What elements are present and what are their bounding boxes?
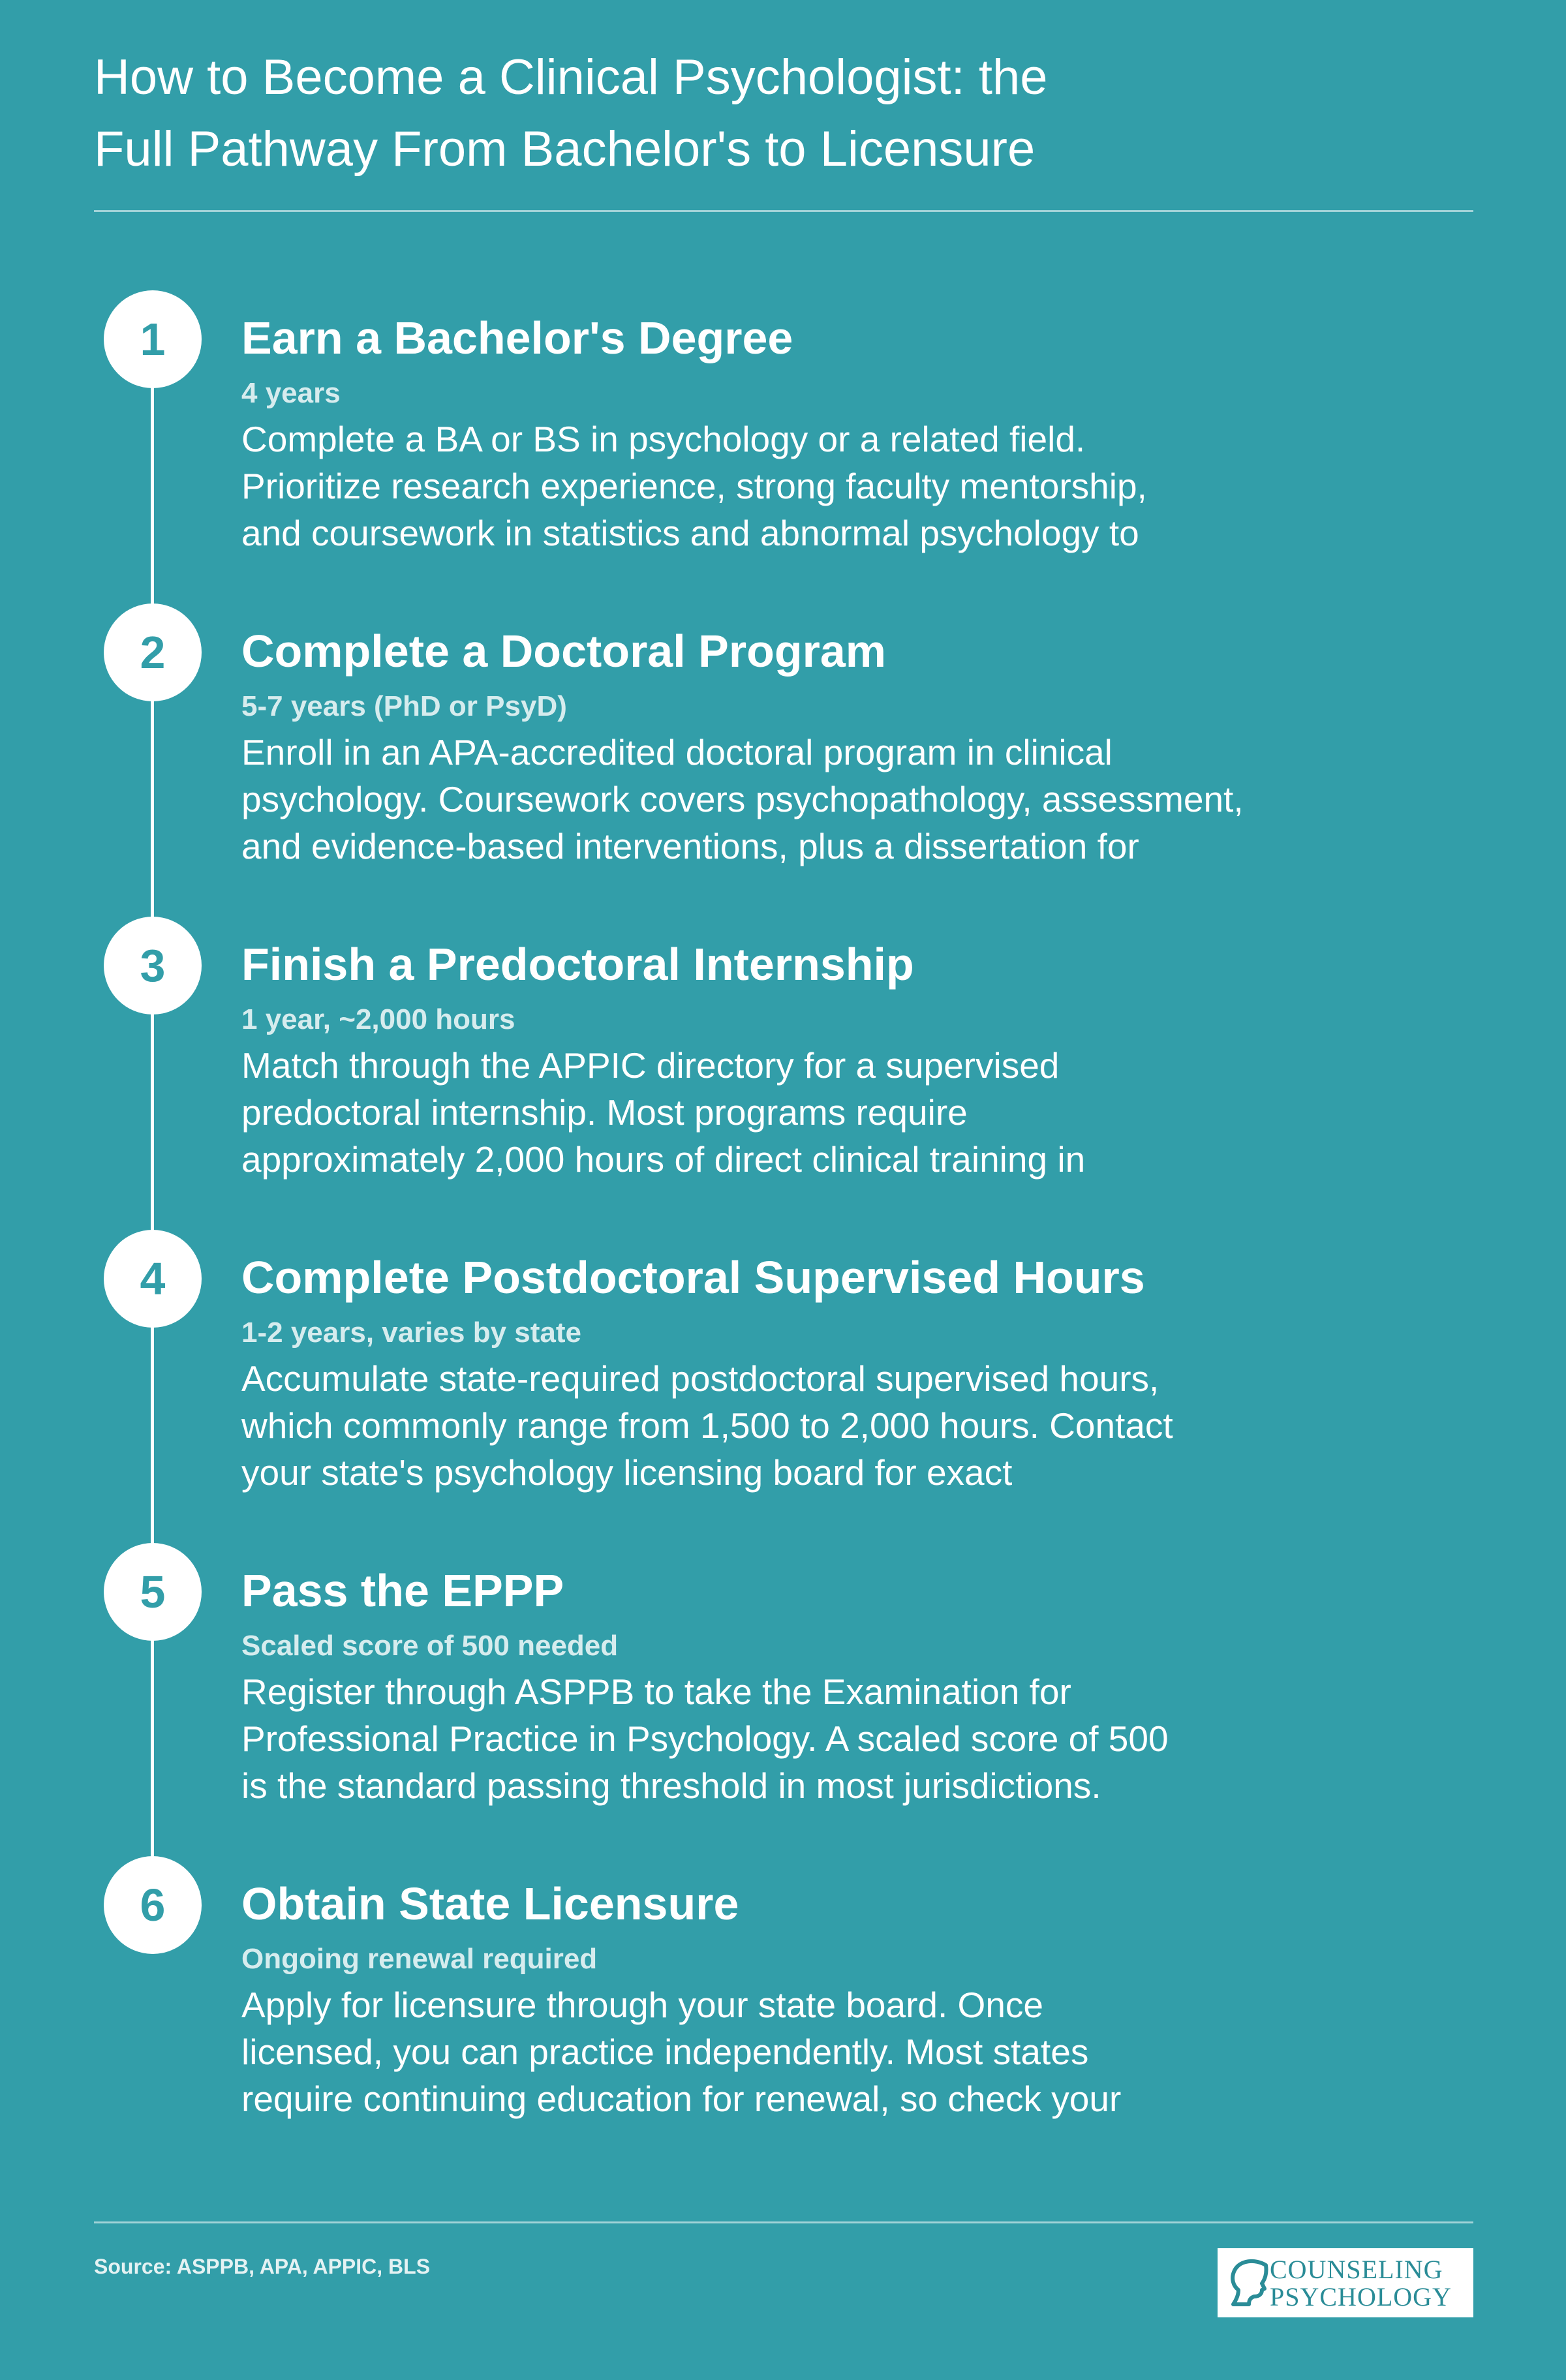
step-description bbox=[241, 729, 1298, 870]
step-duration: 1 year, ~2,000 hours bbox=[241, 1003, 515, 1035]
step-number-badge: 1 bbox=[104, 290, 202, 388]
step-description-line: predoctoral internship. Most programs require bbox=[241, 1092, 968, 1133]
step-description-line: Register through ASPPB to take the Examination for bbox=[241, 1671, 1071, 1712]
step-duration: 1-2 years, varies by state bbox=[241, 1317, 582, 1349]
step-number-badge: 5 bbox=[104, 1543, 202, 1641]
step-description-line: require continuing education for renewal, so check your bbox=[241, 2079, 1122, 2119]
step-description-line: licensed, you can practice independently. Most states bbox=[241, 2032, 1089, 2072]
step-description-line: and evidence-based interventions, plus a dissertation for bbox=[241, 826, 1139, 866]
step-description-line: is the standard passing threshold in most jurisdictions. bbox=[241, 1765, 1101, 1806]
step-4 bbox=[0, 1230, 1566, 1543]
step-description-line: Enroll in an APA-accredited doctoral program in clinical bbox=[241, 732, 1113, 772]
step-description-line: Professional Practice in Psychology. A scaled score of 500 bbox=[241, 1718, 1169, 1759]
step-title: Earn a Bachelor's Degree bbox=[241, 313, 793, 363]
step-number-badge: 4 bbox=[104, 1230, 202, 1328]
step-title: Finish a Predoctoral Internship bbox=[241, 939, 914, 990]
step-number-badge: 2 bbox=[104, 603, 202, 701]
step-description-line: Apply for licensure through your state board. Once bbox=[241, 1985, 1044, 2025]
step-duration: 4 years bbox=[241, 377, 341, 409]
step-description-line: approximately 2,000 hours of direct clinical training in bbox=[241, 1139, 1086, 1180]
step-description-line: Prioritize research experience, strong faculty mentorship, bbox=[241, 466, 1147, 506]
step-description bbox=[241, 1668, 1298, 1809]
title-line-1: How to Become a Clinical Psychologist: the bbox=[94, 50, 1048, 105]
step-description bbox=[241, 416, 1298, 557]
step-duration: 5-7 years (PhD or PsyD) bbox=[241, 690, 567, 722]
step-title: Pass the EPPP bbox=[241, 1565, 564, 1616]
step-6 bbox=[0, 1856, 1566, 2169]
source-note: Source: ASPPB, APA, APPIC, BLS bbox=[94, 2255, 431, 2278]
step-description-line: Accumulate state-required postdoctoral supervised hours, bbox=[241, 1358, 1159, 1399]
step-description-line: and coursework in statistics and abnormal psychology to bbox=[241, 513, 1139, 553]
step-3 bbox=[0, 917, 1566, 1230]
logo-text-line-2: PSYCHOLOGY bbox=[1270, 2282, 1452, 2311]
step-number-badge: 6 bbox=[104, 1856, 202, 1954]
logo-text-line-1: COUNSELING bbox=[1270, 2255, 1443, 2284]
step-title: Complete a Doctoral Program bbox=[241, 626, 886, 677]
step-description bbox=[241, 1981, 1298, 2122]
step-title: Obtain State Licensure bbox=[241, 1878, 739, 1929]
step-title: Complete Postdoctoral Supervised Hours bbox=[241, 1252, 1145, 1303]
counseling-psychology-logo bbox=[1218, 2248, 1473, 2317]
bottom-divider bbox=[94, 2221, 1473, 2223]
step-description-line: psychology. Coursework covers psychopathology, assessment, bbox=[241, 779, 1244, 819]
page-title bbox=[94, 42, 1399, 185]
step-1 bbox=[0, 290, 1566, 603]
step-description bbox=[241, 1355, 1298, 1496]
step-description bbox=[241, 1042, 1298, 1183]
title-line-2: Full Pathway From Bachelor's to Licensure bbox=[94, 121, 1036, 177]
step-2 bbox=[0, 603, 1566, 917]
step-description-line: your state's psychology licensing board for exact bbox=[241, 1452, 1013, 1493]
step-duration: Ongoing renewal required bbox=[241, 1943, 598, 1975]
step-duration: Scaled score of 500 needed bbox=[241, 1630, 619, 1662]
step-5 bbox=[0, 1543, 1566, 1856]
step-number-badge: 3 bbox=[104, 917, 202, 1015]
top-divider bbox=[94, 210, 1473, 212]
step-description-line: Match through the APPIC directory for a supervised bbox=[241, 1045, 1060, 1086]
step-description-line: which commonly range from 1,500 to 2,000 hours. Contact bbox=[241, 1405, 1173, 1446]
step-description-line: Complete a BA or BS in psychology or a related field. bbox=[241, 419, 1086, 459]
